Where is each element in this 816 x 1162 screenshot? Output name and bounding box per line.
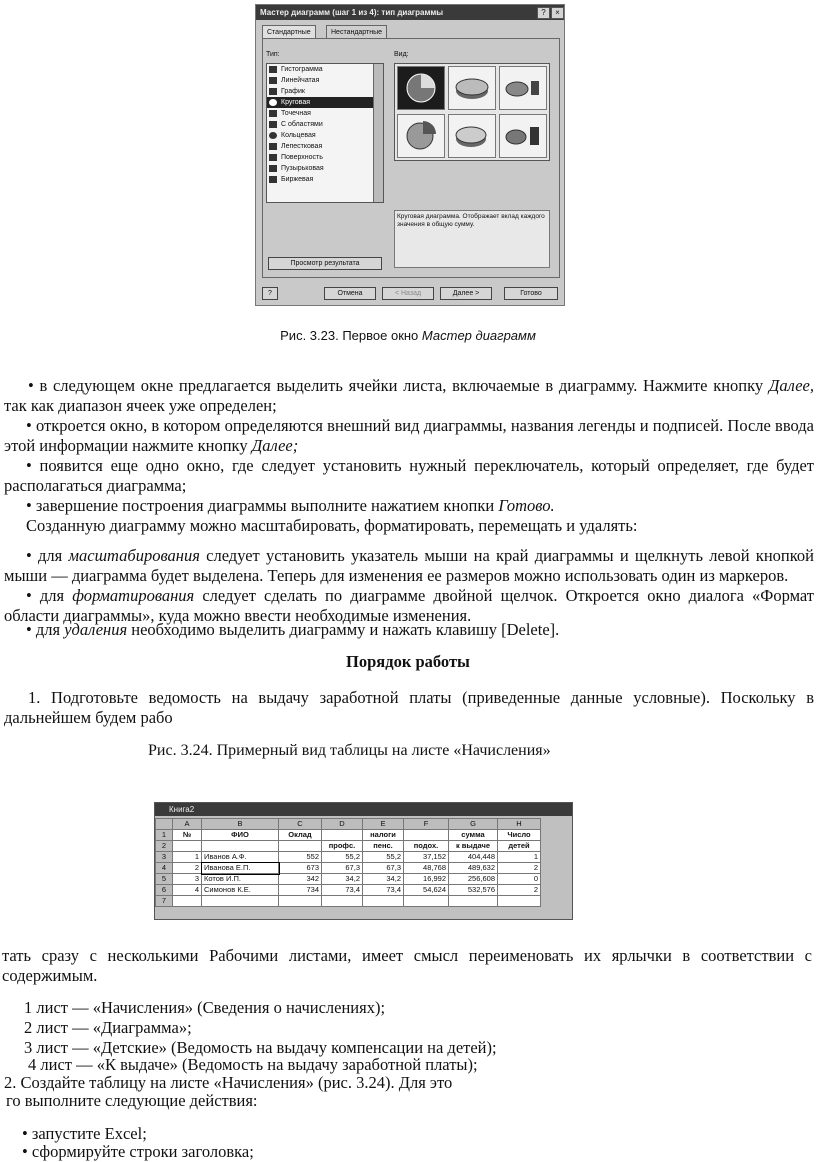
row-header[interactable]: 1 <box>156 830 173 841</box>
cell[interactable] <box>322 896 363 907</box>
list-item: 4 лист — «К выдаче» (Ведомость на выдачу заработной платы); <box>28 1055 478 1074</box>
cancel-button[interactable]: Отмена <box>324 287 376 300</box>
table-row <box>156 852 541 863</box>
sheet-grid[interactable] <box>155 818 541 907</box>
cell[interactable]: 73,4 <box>322 885 363 896</box>
cell[interactable]: сумма <box>449 830 498 841</box>
row-header[interactable]: 3 <box>156 852 173 863</box>
cell[interactable]: 404,448 <box>449 852 498 863</box>
row-header[interactable]: 4 <box>156 863 173 874</box>
paragraph: • для форматирования следует сделать по диаграмме двойной щелчок. Откроется окно диалога «Формат области диаграммы», куда можно ввести необходимые изменения. <box>4 586 815 625</box>
back-button[interactable]: < Назад <box>382 287 434 300</box>
paragraph: • завершение построения диаграммы выполните нажатием кнопки Готово. <box>26 496 555 515</box>
pie-chart-icon <box>269 99 277 106</box>
cell[interactable]: Симонов К.Е. <box>202 885 279 896</box>
cell[interactable]: 34,2 <box>322 874 363 885</box>
row-header[interactable]: 7 <box>156 896 173 907</box>
cell[interactable]: 67,3 <box>322 863 363 874</box>
cell[interactable]: профс. <box>322 841 363 852</box>
cell[interactable]: 256,608 <box>449 874 498 885</box>
cell[interactable]: 2 <box>498 863 541 874</box>
cell[interactable] <box>279 896 322 907</box>
scatter-chart-icon <box>269 110 277 117</box>
paragraph: го выполните следующие действия: <box>6 1091 258 1110</box>
cell[interactable]: Котов И.П. <box>202 874 279 885</box>
cell[interactable]: 734 <box>279 885 322 896</box>
cell[interactable]: 48,768 <box>404 863 449 874</box>
cell[interactable]: № <box>173 830 202 841</box>
surface-chart-icon <box>269 154 277 161</box>
paragraph: • для масштабирования следует установить указатель мыши на край диаграммы и щелкнуть левой кнопкой мыши — диаграмма будет выделена. Теперь для изменения ее размеров можно использовать один из маркеров. <box>4 546 814 585</box>
list-item: • запустите Excel; <box>22 1124 147 1143</box>
close-button[interactable]: × <box>551 7 564 19</box>
column-header[interactable]: B <box>202 819 279 830</box>
column-header[interactable]: H <box>498 819 541 830</box>
list-item[interactable]: Поверхность <box>267 152 383 163</box>
list-item: 3 лист — «Детские» (Ведомость на выдачу компенсации на детей); <box>24 1038 497 1057</box>
column-header[interactable]: D <box>322 819 363 830</box>
pie-3d-subtype-icon[interactable] <box>448 66 496 110</box>
doughnut-chart-icon <box>269 132 277 139</box>
cell[interactable]: 552 <box>279 852 322 863</box>
paragraph: тать сразу с несколькими Рабочими листами, имеет смысл переименовать их ярлычки в соответствии с содержимым. <box>2 946 812 985</box>
cell[interactable]: 37,152 <box>404 852 449 863</box>
cell[interactable] <box>322 830 363 841</box>
column-header[interactable]: C <box>279 819 322 830</box>
cell[interactable]: пенс. <box>363 841 404 852</box>
corner-cell[interactable] <box>156 819 173 830</box>
cell[interactable] <box>404 830 449 841</box>
list-item[interactable]: Лепестковая <box>267 141 383 152</box>
cell[interactable] <box>449 896 498 907</box>
cell[interactable] <box>498 896 541 907</box>
cell[interactable] <box>363 896 404 907</box>
office-assistant-icon[interactable]: ? <box>262 287 278 300</box>
list-item: • сформируйте строки заголовка; <box>22 1142 254 1161</box>
dialog-title: Мастер диаграмм (шаг 1 из 4): тип диаграммы <box>256 5 564 20</box>
paragraph: 1. Подготовьте ведомость на выдачу заработной платы (приведенные данные условные). Поскольку в дальнейшем будем рабо <box>4 688 814 727</box>
cell[interactable] <box>173 841 202 852</box>
list-item[interactable]: График <box>267 86 383 97</box>
cell[interactable]: 1 <box>173 852 202 863</box>
table-row <box>156 841 541 852</box>
cell[interactable]: к выдаче <box>449 841 498 852</box>
table-row <box>156 885 541 896</box>
cell[interactable]: ФИО <box>202 830 279 841</box>
cell[interactable]: Число <box>498 830 541 841</box>
cell[interactable]: 3 <box>173 874 202 885</box>
cell[interactable] <box>202 841 279 852</box>
list-item[interactable]: Линейчатая <box>267 75 383 86</box>
list-item[interactable]: Гистограмма <box>267 64 383 75</box>
cell[interactable]: 54,624 <box>404 885 449 896</box>
cell[interactable] <box>279 841 322 852</box>
spreadsheet-window <box>154 802 573 920</box>
cell[interactable]: 2 <box>498 885 541 896</box>
line-chart-icon <box>269 88 277 95</box>
exploded-pie-3d-subtype-icon[interactable] <box>448 114 496 158</box>
row-header[interactable]: 5 <box>156 874 173 885</box>
cell[interactable]: 73,4 <box>363 885 404 896</box>
chart-type-list[interactable] <box>266 63 384 203</box>
cell[interactable]: налоги <box>363 830 404 841</box>
cell[interactable]: 55,2 <box>322 852 363 863</box>
column-header[interactable]: G <box>449 819 498 830</box>
view-label: Вид: <box>394 51 409 58</box>
cell[interactable]: 489,632 <box>449 863 498 874</box>
cell[interactable]: 1 <box>498 852 541 863</box>
bubble-chart-icon <box>269 165 277 172</box>
cell[interactable]: Иванова Е.П. <box>202 863 279 874</box>
column-header[interactable]: F <box>404 819 449 830</box>
cell[interactable]: 0 <box>498 874 541 885</box>
cell[interactable]: 532,576 <box>449 885 498 896</box>
cell[interactable]: 34,2 <box>363 874 404 885</box>
bar-of-pie-subtype-icon[interactable] <box>499 114 547 158</box>
pie-subtype-icon[interactable] <box>397 66 445 110</box>
paragraph: • для удаления необходимо выделить диаграмму и нажать клавишу [Delete]. <box>26 620 560 639</box>
row-header[interactable]: 6 <box>156 885 173 896</box>
paragraph: 2. Создайте таблицу на листе «Начисления» (рис. 3.24). Для это <box>4 1073 453 1092</box>
workbook-title: Книга2 <box>155 803 572 816</box>
list-item[interactable]: Точечная <box>267 108 383 119</box>
cell[interactable] <box>404 896 449 907</box>
table-row <box>156 863 541 874</box>
section-heading: Порядок работы <box>346 652 470 671</box>
preview-button[interactable]: Просмотр результата <box>268 257 382 270</box>
help-button[interactable]: ? <box>537 7 550 19</box>
cell[interactable]: 4 <box>173 885 202 896</box>
paragraph: • в следующем окне предлагается выделить ячейки листа, включаемые в диаграмму. Нажмите кнопку Далее, так как диапазон ячеек уже определен; <box>4 376 814 415</box>
chart-wizard-dialog <box>255 4 565 306</box>
paragraph: • появится еще одно окно, где следует установить нужный переключатель, который определяет, где будет располагаться диаграмма; <box>4 456 814 495</box>
chart-description: Круговая диаграмма. Отображает вклад каждого значения в общую сумму. <box>394 210 550 268</box>
table-row <box>156 896 541 907</box>
table-row <box>156 830 541 841</box>
list-item[interactable]: Биржевая <box>267 174 383 185</box>
radar-chart-icon <box>269 143 277 150</box>
bar-chart-icon <box>269 66 277 73</box>
cell[interactable]: Оклад <box>279 830 322 841</box>
type-label: Тип: <box>266 51 280 58</box>
cell[interactable]: 55,2 <box>363 852 404 863</box>
list-item: 2 лист — «Диаграмма»; <box>24 1018 192 1037</box>
tab-custom[interactable]: Нестандартные <box>326 25 387 39</box>
tab-standard[interactable]: Стандартные <box>262 25 316 39</box>
paragraph: • откроется окно, в котором определяются внешний вид диаграммы, названия легенды и подписей. После ввода этой информации нажмите кнопку Далее; <box>4 416 814 455</box>
cell[interactable]: 16,992 <box>404 874 449 885</box>
figure-caption: Рис. 3.23. Первое окно Мастер диаграмм <box>280 328 536 343</box>
list-item[interactable]: С областями <box>267 119 383 130</box>
cell[interactable]: детей <box>498 841 541 852</box>
table-row <box>156 874 541 885</box>
finish-button[interactable]: Готово <box>504 287 558 300</box>
list-item[interactable]: Круговая <box>267 97 383 108</box>
exploded-pie-subtype-icon[interactable] <box>397 114 445 158</box>
column-header[interactable]: E <box>363 819 404 830</box>
cell[interactable] <box>202 896 279 907</box>
paragraph: Созданную диаграмму можно масштабировать, форматировать, перемещать и удалять: <box>26 516 638 535</box>
pie-of-pie-subtype-icon[interactable] <box>499 66 547 110</box>
cell[interactable]: 67,3 <box>363 863 404 874</box>
list-item[interactable]: Кольцевая <box>267 130 383 141</box>
stock-chart-icon <box>269 176 277 183</box>
cell[interactable]: 2 <box>173 863 202 874</box>
figure-caption: Рис. 3.24. Примерный вид таблицы на листе «Начисления» <box>148 742 551 759</box>
list-item: 1 лист — «Начисления» (Сведения о начислениях); <box>24 998 386 1017</box>
cell[interactable]: Иванов А.Ф. <box>202 852 279 863</box>
cell[interactable]: подох. <box>404 841 449 852</box>
list-item[interactable]: Пузырьковая <box>267 163 383 174</box>
cell[interactable] <box>173 896 202 907</box>
list-scrollbar[interactable] <box>373 64 383 202</box>
cell[interactable]: 673 <box>279 863 322 874</box>
area-chart-icon <box>269 121 277 128</box>
cell[interactable]: 342 <box>279 874 322 885</box>
next-button[interactable]: Далее > <box>440 287 492 300</box>
chart-subtype-grid <box>394 63 550 161</box>
row-header[interactable]: 2 <box>156 841 173 852</box>
hbar-chart-icon <box>269 77 277 84</box>
column-header[interactable]: A <box>173 819 202 830</box>
